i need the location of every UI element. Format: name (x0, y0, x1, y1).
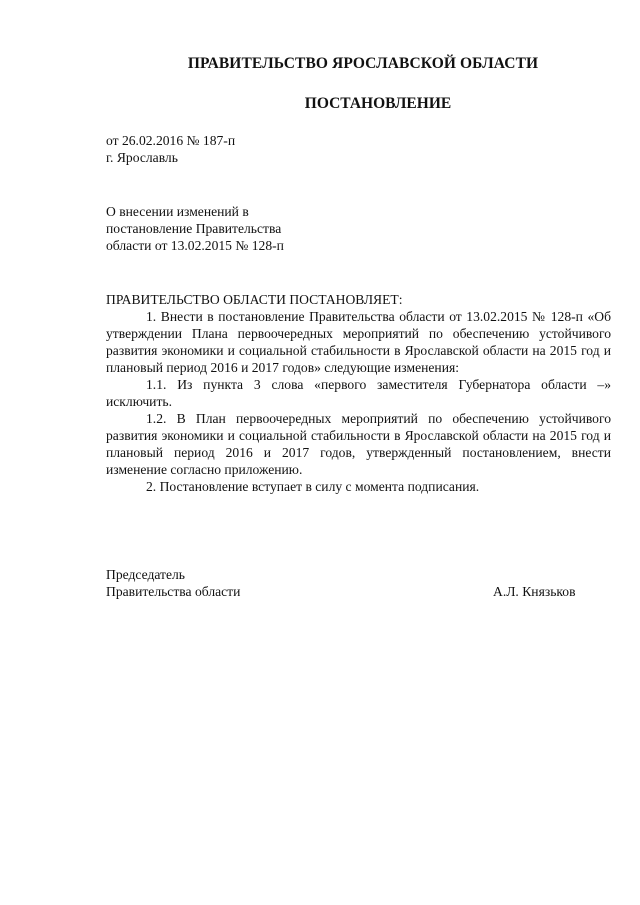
subject-line-2: постановление Правительства (106, 221, 282, 236)
government-title: ПРАВИТЕЛЬСТВО ЯРОСЛАВСКОЙ ОБЛАСТИ (187, 55, 539, 72)
paragraph-1-2: 1.2. В План первоочередных мероприятий по обеспечению устойчивого развития экономики и социальной стабильности в Ярославской области на 2015 год и плановый период 2016 и 2017 годов, утвержденный постановлением, внести изменение согласно приложению. (106, 411, 611, 477)
decree-intro: ПРАВИТЕЛЬСТВО ОБЛАСТИ ПОСТАНОВЛЯЕТ: (106, 292, 403, 307)
subject-line-3: области от 13.02.2015 № 128-п (106, 238, 284, 253)
date-number: от 26.02.2016 № 187-п (106, 133, 236, 148)
document-type: ПОСТАНОВЛЕНИЕ (304, 95, 452, 112)
signature-position-1: Председатель (106, 567, 185, 582)
subject-line-1: О внесении изменений в (106, 204, 249, 219)
signature-position-2: Правительства области (106, 584, 241, 599)
paragraph-2: 2. Постановление вступает в силу с момента подписания. (146, 479, 480, 494)
paragraph-1-1: 1.1. Из пункта 3 слова «первого заместителя Губернатора области –» исключить. (106, 377, 611, 409)
signature-name: А.Л. Князьков (493, 584, 576, 599)
city: г. Ярославль (106, 150, 178, 165)
paragraph-1: 1. Внести в постановление Правительства области от 13.02.2015 № 128-п «Об утверждении Плана первоочередных мероприятий по обеспечению устойчивого развития экономики и социальной стабильности в Ярославской области на 2015 год и плановый период 2016 и 2017 годов» следующие изменения: (106, 309, 611, 375)
decree-body (106, 308, 611, 495)
